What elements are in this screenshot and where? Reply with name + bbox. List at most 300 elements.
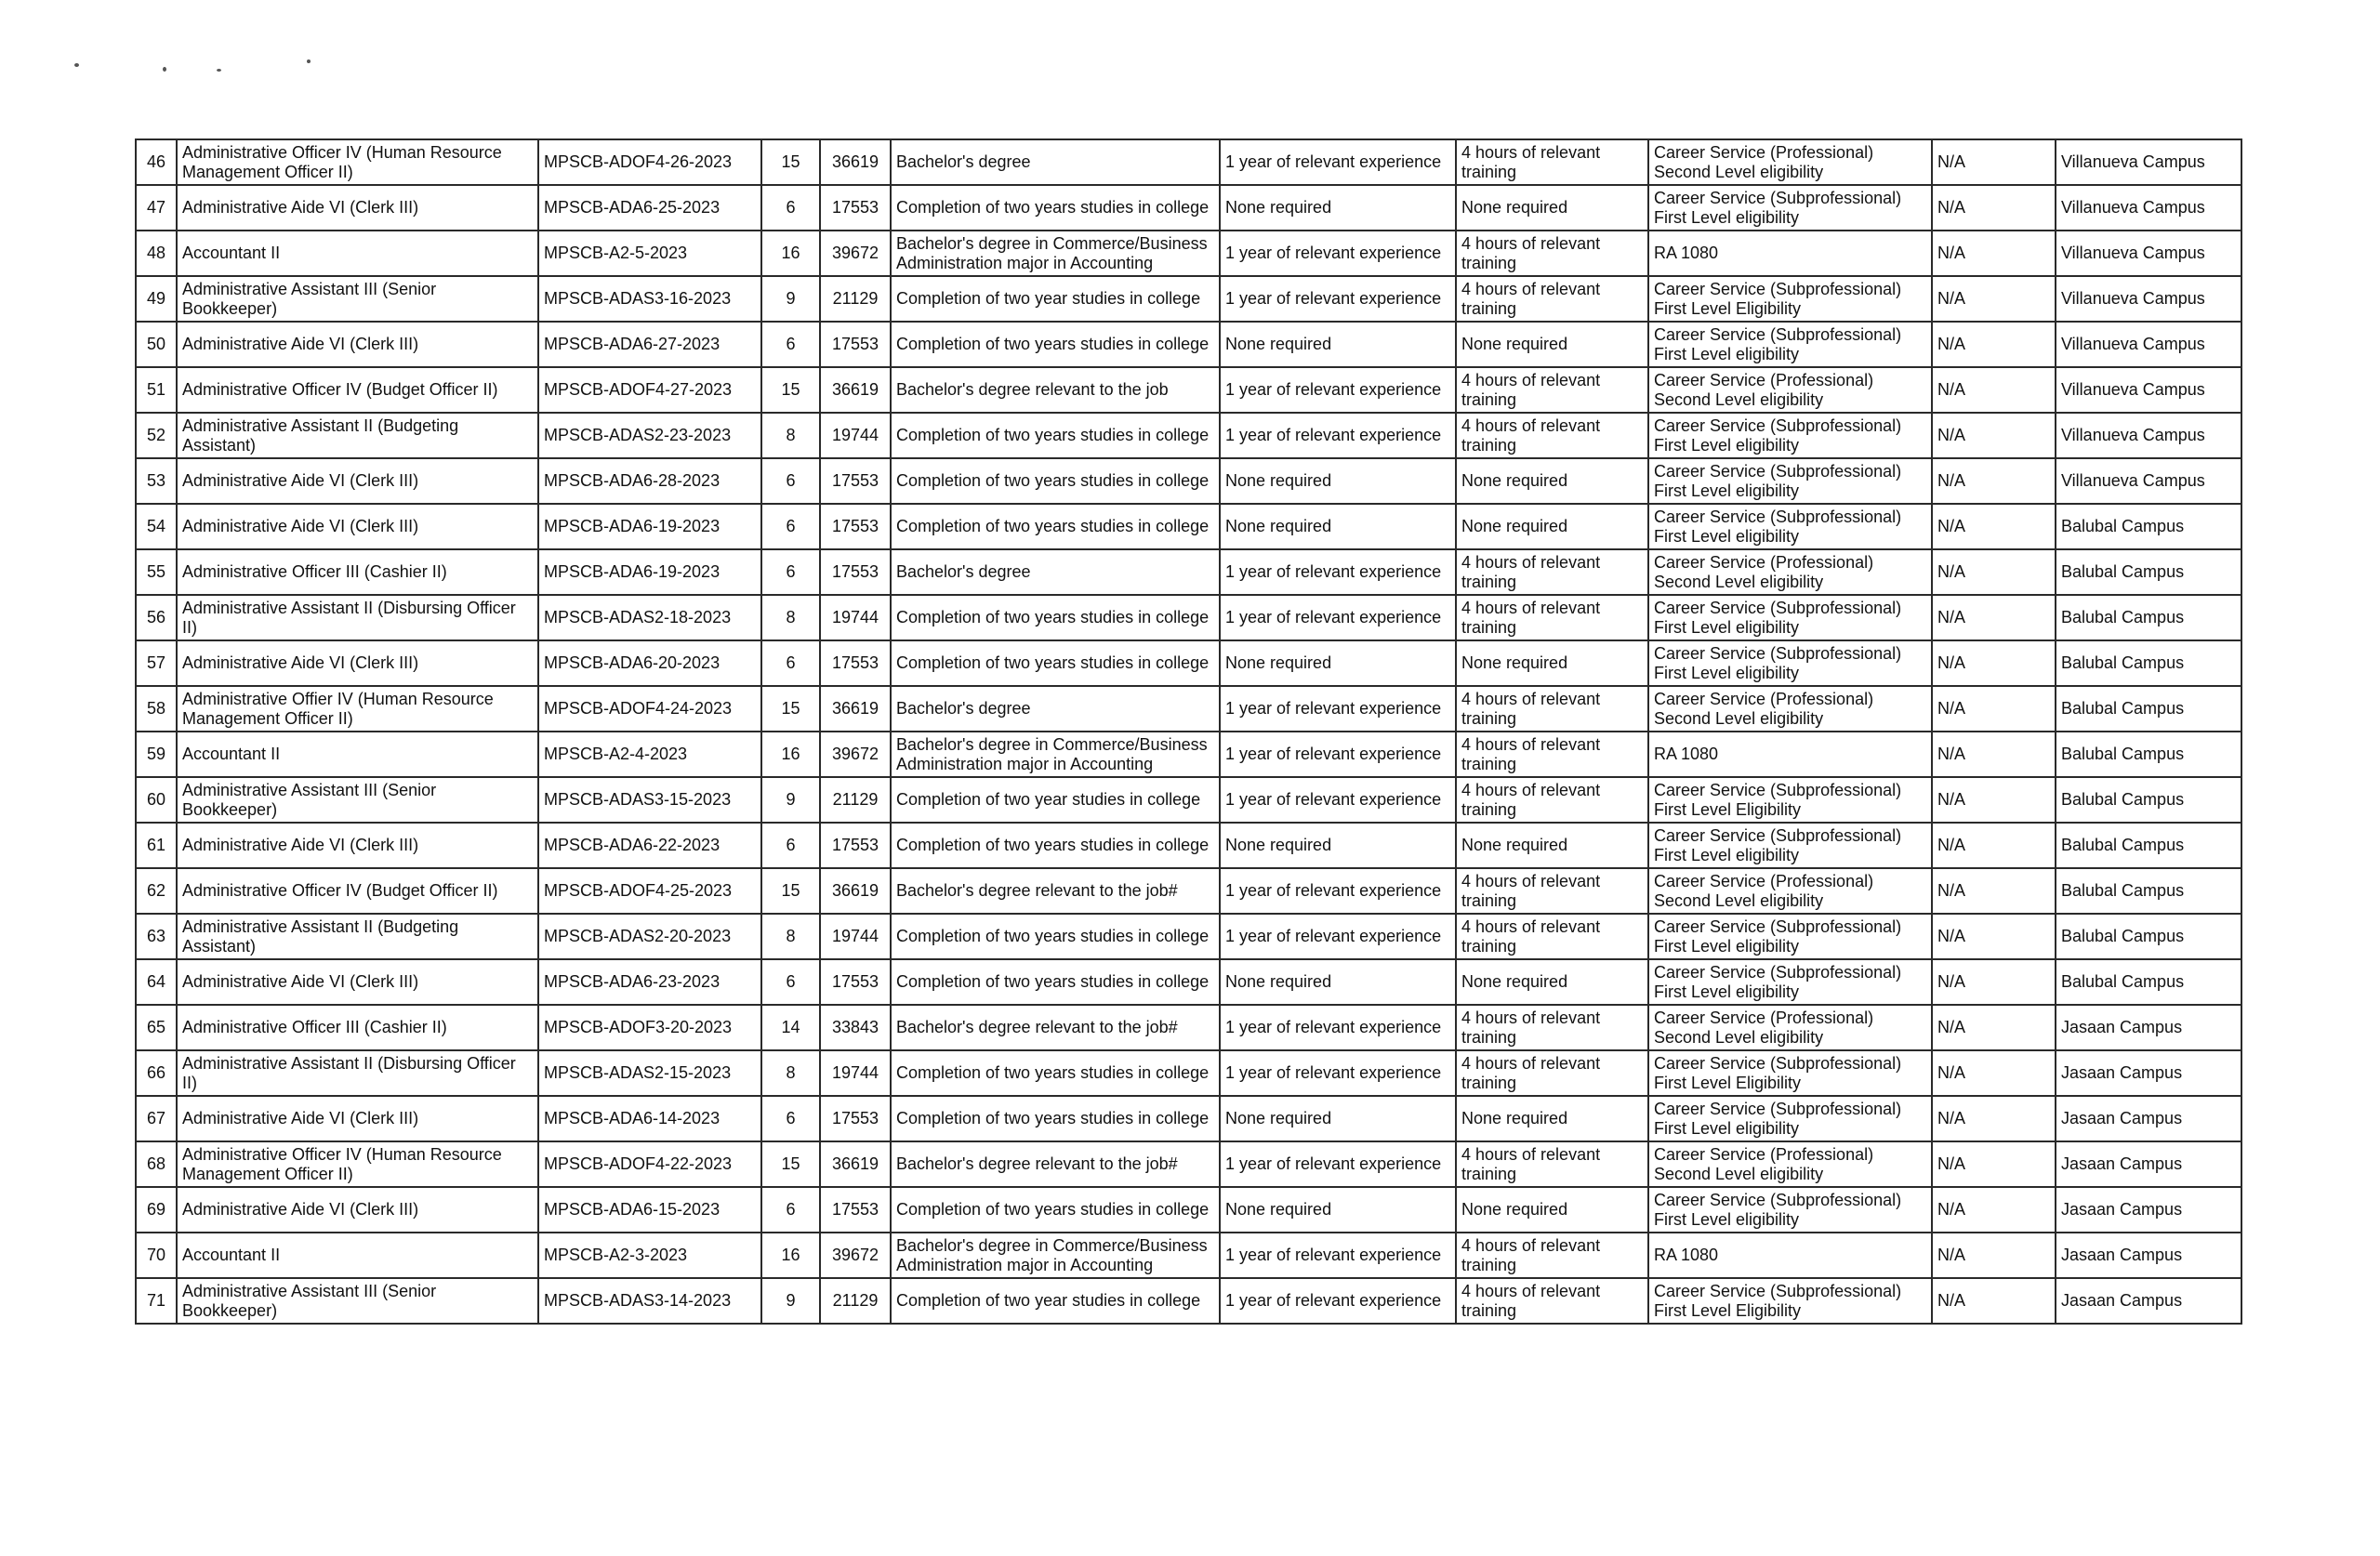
training-cell: 4 hours of relevant training bbox=[1456, 914, 1648, 959]
salary-grade-cell: 14 bbox=[761, 1005, 820, 1050]
education-cell: Completion of two year studies in college bbox=[891, 777, 1220, 823]
plantilla-item-cell: MPSCB-ADAS2-20-2023 bbox=[538, 914, 761, 959]
education-cell: Completion of two years studies in college bbox=[891, 1096, 1220, 1141]
place-of-assignment-cell: Jasaan Campus bbox=[2056, 1187, 2241, 1233]
competency-cell: N/A bbox=[1932, 823, 2056, 868]
row-number: 56 bbox=[136, 595, 177, 640]
row-number: 68 bbox=[136, 1141, 177, 1187]
row-number: 66 bbox=[136, 1050, 177, 1096]
education-cell: Completion of two years studies in college bbox=[891, 1187, 1220, 1233]
competency-cell: N/A bbox=[1932, 1233, 2056, 1278]
eligibility-cell: Career Service (Subprofessional) First Level eligibility bbox=[1648, 322, 1932, 367]
training-cell: None required bbox=[1456, 823, 1648, 868]
training-cell: 4 hours of relevant training bbox=[1456, 595, 1648, 640]
place-of-assignment-cell: Balubal Campus bbox=[2056, 504, 2241, 549]
plantilla-item-cell: MPSCB-ADA6-27-2023 bbox=[538, 322, 761, 367]
position-title-cell: Administrative Aide VI (Clerk III) bbox=[177, 1096, 538, 1141]
training-cell: 4 hours of relevant training bbox=[1456, 686, 1648, 732]
eligibility-cell: Career Service (Subprofessional) First Level Eligibility bbox=[1648, 1278, 1932, 1324]
monthly-salary-cell: 17553 bbox=[820, 640, 891, 686]
eligibility-cell: Career Service (Subprofessional) First Level eligibility bbox=[1648, 914, 1932, 959]
table-row bbox=[136, 1005, 2241, 1050]
experience-cell: None required bbox=[1220, 959, 1456, 1005]
eligibility-cell: Career Service (Subprofessional) First Level eligibility bbox=[1648, 1096, 1932, 1141]
plantilla-item-cell: MPSCB-ADA6-20-2023 bbox=[538, 640, 761, 686]
place-of-assignment-cell: Balubal Campus bbox=[2056, 823, 2241, 868]
experience-cell: None required bbox=[1220, 640, 1456, 686]
place-of-assignment-cell: Villanueva Campus bbox=[2056, 367, 2241, 413]
salary-grade-cell: 15 bbox=[761, 1141, 820, 1187]
position-title-cell: Accountant II bbox=[177, 1233, 538, 1278]
education-cell: Completion of two year studies in college bbox=[891, 1278, 1220, 1324]
training-cell: 4 hours of relevant training bbox=[1456, 139, 1648, 185]
position-title-cell: Administrative Aide VI (Clerk III) bbox=[177, 640, 538, 686]
table-row bbox=[136, 185, 2241, 231]
monthly-salary-cell: 17553 bbox=[820, 185, 891, 231]
training-cell: 4 hours of relevant training bbox=[1456, 777, 1648, 823]
monthly-salary-cell: 21129 bbox=[820, 777, 891, 823]
experience-cell: None required bbox=[1220, 504, 1456, 549]
place-of-assignment-cell: Jasaan Campus bbox=[2056, 1141, 2241, 1187]
experience-cell: 1 year of relevant experience bbox=[1220, 367, 1456, 413]
monthly-salary-cell: 21129 bbox=[820, 1278, 891, 1324]
plantilla-item-cell: MPSCB-ADA6-25-2023 bbox=[538, 185, 761, 231]
experience-cell: None required bbox=[1220, 185, 1456, 231]
scan-speck bbox=[217, 69, 221, 72]
experience-cell: None required bbox=[1220, 322, 1456, 367]
competency-cell: N/A bbox=[1932, 413, 2056, 458]
row-number: 54 bbox=[136, 504, 177, 549]
eligibility-cell: Career Service (Subprofessional) First Level eligibility bbox=[1648, 458, 1932, 504]
eligibility-cell: Career Service (Professional) Second Level eligibility bbox=[1648, 868, 1932, 914]
competency-cell: N/A bbox=[1932, 1187, 2056, 1233]
eligibility-cell: Career Service (Subprofessional) First Level Eligibility bbox=[1648, 1050, 1932, 1096]
education-cell: Bachelor's degree relevant to the job# bbox=[891, 1141, 1220, 1187]
place-of-assignment-cell: Jasaan Campus bbox=[2056, 1278, 2241, 1324]
plantilla-item-cell: MPSCB-ADAS2-15-2023 bbox=[538, 1050, 761, 1096]
place-of-assignment-cell: Balubal Campus bbox=[2056, 732, 2241, 777]
competency-cell: N/A bbox=[1932, 959, 2056, 1005]
experience-cell: 1 year of relevant experience bbox=[1220, 413, 1456, 458]
row-number: 46 bbox=[136, 139, 177, 185]
position-title-cell: Administrative Aide VI (Clerk III) bbox=[177, 959, 538, 1005]
table-row bbox=[136, 640, 2241, 686]
eligibility-cell: Career Service (Professional) Second Level eligibility bbox=[1648, 367, 1932, 413]
table-row bbox=[136, 413, 2241, 458]
competency-cell: N/A bbox=[1932, 640, 2056, 686]
salary-grade-cell: 15 bbox=[761, 686, 820, 732]
eligibility-cell: Career Service (Subprofessional) First Level eligibility bbox=[1648, 595, 1932, 640]
table-row bbox=[136, 1187, 2241, 1233]
training-cell: None required bbox=[1456, 504, 1648, 549]
competency-cell: N/A bbox=[1932, 777, 2056, 823]
training-cell: 4 hours of relevant training bbox=[1456, 1233, 1648, 1278]
experience-cell: 1 year of relevant experience bbox=[1220, 1005, 1456, 1050]
place-of-assignment-cell: Balubal Campus bbox=[2056, 549, 2241, 595]
monthly-salary-cell: 17553 bbox=[820, 504, 891, 549]
plantilla-item-cell: MPSCB-ADAS3-16-2023 bbox=[538, 276, 761, 322]
education-cell: Completion of two years studies in college bbox=[891, 914, 1220, 959]
plantilla-item-cell: MPSCB-ADOF4-24-2023 bbox=[538, 686, 761, 732]
position-title-cell: Administrative Assistant II (Budgeting Assistant) bbox=[177, 914, 538, 959]
table-row bbox=[136, 1096, 2241, 1141]
monthly-salary-cell: 17553 bbox=[820, 549, 891, 595]
row-number: 57 bbox=[136, 640, 177, 686]
scan-speck bbox=[307, 59, 311, 63]
training-cell: None required bbox=[1456, 185, 1648, 231]
education-cell: Bachelor's degree in Commerce/Business Administration major in Accounting bbox=[891, 1233, 1220, 1278]
training-cell: None required bbox=[1456, 1096, 1648, 1141]
position-title-cell: Administrative Aide VI (Clerk III) bbox=[177, 823, 538, 868]
competency-cell: N/A bbox=[1932, 231, 2056, 276]
competency-cell: N/A bbox=[1932, 504, 2056, 549]
salary-grade-cell: 16 bbox=[761, 1233, 820, 1278]
salary-grade-cell: 8 bbox=[761, 595, 820, 640]
table-row bbox=[136, 732, 2241, 777]
education-cell: Bachelor's degree relevant to the job# bbox=[891, 1005, 1220, 1050]
table-row bbox=[136, 823, 2241, 868]
competency-cell: N/A bbox=[1932, 686, 2056, 732]
eligibility-cell: Career Service (Professional) Second Level eligibility bbox=[1648, 1005, 1932, 1050]
plantilla-item-cell: MPSCB-ADAS3-14-2023 bbox=[538, 1278, 761, 1324]
row-number: 59 bbox=[136, 732, 177, 777]
salary-grade-cell: 6 bbox=[761, 185, 820, 231]
education-cell: Completion of two years studies in college bbox=[891, 959, 1220, 1005]
table-row bbox=[136, 777, 2241, 823]
education-cell: Bachelor's degree in Commerce/Business Administration major in Accounting bbox=[891, 732, 1220, 777]
row-number: 58 bbox=[136, 686, 177, 732]
table-row bbox=[136, 367, 2241, 413]
table-body bbox=[136, 139, 2241, 1324]
experience-cell: 1 year of relevant experience bbox=[1220, 1050, 1456, 1096]
eligibility-cell: RA 1080 bbox=[1648, 1233, 1932, 1278]
table-row bbox=[136, 595, 2241, 640]
salary-grade-cell: 9 bbox=[761, 777, 820, 823]
experience-cell: 1 year of relevant experience bbox=[1220, 276, 1456, 322]
plantilla-item-cell: MPSCB-ADOF4-26-2023 bbox=[538, 139, 761, 185]
place-of-assignment-cell: Balubal Campus bbox=[2056, 777, 2241, 823]
competency-cell: N/A bbox=[1932, 549, 2056, 595]
monthly-salary-cell: 19744 bbox=[820, 413, 891, 458]
place-of-assignment-cell: Villanueva Campus bbox=[2056, 322, 2241, 367]
competency-cell: N/A bbox=[1932, 914, 2056, 959]
experience-cell: 1 year of relevant experience bbox=[1220, 1278, 1456, 1324]
education-cell: Completion of two years studies in college bbox=[891, 458, 1220, 504]
eligibility-cell: Career Service (Subprofessional) First Level eligibility bbox=[1648, 413, 1932, 458]
row-number: 70 bbox=[136, 1233, 177, 1278]
monthly-salary-cell: 17553 bbox=[820, 1096, 891, 1141]
position-title-cell: Administrative Aide VI (Clerk III) bbox=[177, 322, 538, 367]
salary-grade-cell: 9 bbox=[761, 276, 820, 322]
table-row bbox=[136, 322, 2241, 367]
education-cell: Bachelor's degree bbox=[891, 139, 1220, 185]
row-number: 47 bbox=[136, 185, 177, 231]
training-cell: None required bbox=[1456, 322, 1648, 367]
position-title-cell: Administrative Assistant III (Senior Bookkeeper) bbox=[177, 1278, 538, 1324]
monthly-salary-cell: 39672 bbox=[820, 1233, 891, 1278]
position-title-cell: Administrative Assistant III (Senior Bookkeeper) bbox=[177, 276, 538, 322]
scan-speck bbox=[163, 67, 166, 72]
training-cell: None required bbox=[1456, 640, 1648, 686]
experience-cell: 1 year of relevant experience bbox=[1220, 595, 1456, 640]
monthly-salary-cell: 36619 bbox=[820, 686, 891, 732]
eligibility-cell: Career Service (Subprofessional) First Level Eligibility bbox=[1648, 276, 1932, 322]
eligibility-cell: Career Service (Subprofessional) First Level eligibility bbox=[1648, 640, 1932, 686]
row-number: 67 bbox=[136, 1096, 177, 1141]
table-row bbox=[136, 549, 2241, 595]
place-of-assignment-cell: Balubal Campus bbox=[2056, 914, 2241, 959]
training-cell: 4 hours of relevant training bbox=[1456, 367, 1648, 413]
row-number: 71 bbox=[136, 1278, 177, 1324]
row-number: 69 bbox=[136, 1187, 177, 1233]
monthly-salary-cell: 36619 bbox=[820, 139, 891, 185]
salary-grade-cell: 8 bbox=[761, 914, 820, 959]
monthly-salary-cell: 21129 bbox=[820, 276, 891, 322]
training-cell: 4 hours of relevant training bbox=[1456, 732, 1648, 777]
position-title-cell: Administrative Assistant II (Disbursing Officer II) bbox=[177, 595, 538, 640]
training-cell: 4 hours of relevant training bbox=[1456, 1005, 1648, 1050]
experience-cell: 1 year of relevant experience bbox=[1220, 686, 1456, 732]
row-number: 51 bbox=[136, 367, 177, 413]
table-row bbox=[136, 1050, 2241, 1096]
position-title-cell: Administrative Officer IV (Human Resource Management Officer II) bbox=[177, 139, 538, 185]
row-number: 60 bbox=[136, 777, 177, 823]
competency-cell: N/A bbox=[1932, 868, 2056, 914]
experience-cell: 1 year of relevant experience bbox=[1220, 549, 1456, 595]
competency-cell: N/A bbox=[1932, 367, 2056, 413]
place-of-assignment-cell: Jasaan Campus bbox=[2056, 1005, 2241, 1050]
monthly-salary-cell: 36619 bbox=[820, 1141, 891, 1187]
competency-cell: N/A bbox=[1932, 276, 2056, 322]
competency-cell: N/A bbox=[1932, 732, 2056, 777]
monthly-salary-cell: 17553 bbox=[820, 458, 891, 504]
salary-grade-cell: 16 bbox=[761, 231, 820, 276]
place-of-assignment-cell: Balubal Campus bbox=[2056, 959, 2241, 1005]
education-cell: Completion of two years studies in college bbox=[891, 595, 1220, 640]
competency-cell: N/A bbox=[1932, 1050, 2056, 1096]
experience-cell: None required bbox=[1220, 1096, 1456, 1141]
salary-grade-cell: 15 bbox=[761, 367, 820, 413]
competency-cell: N/A bbox=[1932, 185, 2056, 231]
position-title-cell: Administrative Officer III (Cashier II) bbox=[177, 549, 538, 595]
eligibility-cell: Career Service (Subprofessional) First Level eligibility bbox=[1648, 959, 1932, 1005]
monthly-salary-cell: 36619 bbox=[820, 367, 891, 413]
experience-cell: 1 year of relevant experience bbox=[1220, 868, 1456, 914]
place-of-assignment-cell: Villanueva Campus bbox=[2056, 231, 2241, 276]
eligibility-cell: Career Service (Subprofessional) First Level eligibility bbox=[1648, 185, 1932, 231]
plantilla-item-cell: MPSCB-ADA6-23-2023 bbox=[538, 959, 761, 1005]
eligibility-cell: Career Service (Professional) Second Level eligibility bbox=[1648, 549, 1932, 595]
salary-grade-cell: 6 bbox=[761, 504, 820, 549]
salary-grade-cell: 6 bbox=[761, 322, 820, 367]
plantilla-item-cell: MPSCB-ADOF4-25-2023 bbox=[538, 868, 761, 914]
eligibility-cell: RA 1080 bbox=[1648, 231, 1932, 276]
eligibility-cell: Career Service (Subprofessional) First Level eligibility bbox=[1648, 1187, 1932, 1233]
training-cell: 4 hours of relevant training bbox=[1456, 1278, 1648, 1324]
table-row bbox=[136, 276, 2241, 322]
education-cell: Bachelor's degree in Commerce/Business Administration major in Accounting bbox=[891, 231, 1220, 276]
table-row bbox=[136, 231, 2241, 276]
training-cell: 4 hours of relevant training bbox=[1456, 276, 1648, 322]
training-cell: None required bbox=[1456, 959, 1648, 1005]
plantilla-item-cell: MPSCB-ADAS2-23-2023 bbox=[538, 413, 761, 458]
experience-cell: 1 year of relevant experience bbox=[1220, 1141, 1456, 1187]
plantilla-item-cell: MPSCB-ADOF4-27-2023 bbox=[538, 367, 761, 413]
position-title-cell: Administrative Officer IV (Budget Officer II) bbox=[177, 367, 538, 413]
monthly-salary-cell: 19744 bbox=[820, 595, 891, 640]
plantilla-item-cell: MPSCB-A2-4-2023 bbox=[538, 732, 761, 777]
row-number: 61 bbox=[136, 823, 177, 868]
position-title-cell: Administrative Assistant II (Budgeting Assistant) bbox=[177, 413, 538, 458]
place-of-assignment-cell: Balubal Campus bbox=[2056, 686, 2241, 732]
table-row bbox=[136, 1141, 2241, 1187]
competency-cell: N/A bbox=[1932, 1005, 2056, 1050]
table-row bbox=[136, 458, 2241, 504]
salary-grade-cell: 16 bbox=[761, 732, 820, 777]
experience-cell: 1 year of relevant experience bbox=[1220, 231, 1456, 276]
row-number: 55 bbox=[136, 549, 177, 595]
plantilla-item-cell: MPSCB-ADAS2-18-2023 bbox=[538, 595, 761, 640]
position-title-cell: Administrative Aide VI (Clerk III) bbox=[177, 185, 538, 231]
plantilla-item-cell: MPSCB-ADA6-19-2023 bbox=[538, 549, 761, 595]
salary-grade-cell: 8 bbox=[761, 1050, 820, 1096]
eligibility-cell: RA 1080 bbox=[1648, 732, 1932, 777]
plantilla-item-cell: MPSCB-ADOF3-20-2023 bbox=[538, 1005, 761, 1050]
plantilla-item-cell: MPSCB-A2-3-2023 bbox=[538, 1233, 761, 1278]
table-row bbox=[136, 959, 2241, 1005]
salary-grade-cell: 9 bbox=[761, 1278, 820, 1324]
education-cell: Bachelor's degree relevant to the job bbox=[891, 367, 1220, 413]
education-cell: Completion of two years studies in college bbox=[891, 640, 1220, 686]
eligibility-cell: Career Service (Subprofessional) First Level eligibility bbox=[1648, 823, 1932, 868]
education-cell: Completion of two years studies in college bbox=[891, 413, 1220, 458]
monthly-salary-cell: 33843 bbox=[820, 1005, 891, 1050]
competency-cell: N/A bbox=[1932, 595, 2056, 640]
place-of-assignment-cell: Balubal Campus bbox=[2056, 640, 2241, 686]
row-number: 52 bbox=[136, 413, 177, 458]
place-of-assignment-cell: Villanueva Campus bbox=[2056, 139, 2241, 185]
row-number: 48 bbox=[136, 231, 177, 276]
plantilla-item-cell: MPSCB-ADA6-28-2023 bbox=[538, 458, 761, 504]
monthly-salary-cell: 17553 bbox=[820, 1187, 891, 1233]
position-title-cell: Administrative Assistant III (Senior Bookkeeper) bbox=[177, 777, 538, 823]
experience-cell: None required bbox=[1220, 823, 1456, 868]
education-cell: Completion of two years studies in college bbox=[891, 1050, 1220, 1096]
place-of-assignment-cell: Balubal Campus bbox=[2056, 595, 2241, 640]
place-of-assignment-cell: Jasaan Campus bbox=[2056, 1233, 2241, 1278]
salary-grade-cell: 6 bbox=[761, 458, 820, 504]
eligibility-cell: Career Service (Subprofessional) First Level Eligibility bbox=[1648, 777, 1932, 823]
competency-cell: N/A bbox=[1932, 1096, 2056, 1141]
education-cell: Completion of two years studies in college bbox=[891, 185, 1220, 231]
salary-grade-cell: 6 bbox=[761, 549, 820, 595]
scan-speck bbox=[74, 63, 79, 67]
position-title-cell: Administrative Officer IV (Budget Officer II) bbox=[177, 868, 538, 914]
position-title-cell: Administrative Aide VI (Clerk III) bbox=[177, 504, 538, 549]
position-title-cell: Administrative Officer IV (Human Resource Management Officer II) bbox=[177, 1141, 538, 1187]
plantilla-item-cell: MPSCB-ADAS3-15-2023 bbox=[538, 777, 761, 823]
row-number: 63 bbox=[136, 914, 177, 959]
monthly-salary-cell: 39672 bbox=[820, 732, 891, 777]
table-row bbox=[136, 686, 2241, 732]
competency-cell: N/A bbox=[1932, 1278, 2056, 1324]
row-number: 53 bbox=[136, 458, 177, 504]
salary-grade-cell: 6 bbox=[761, 1096, 820, 1141]
monthly-salary-cell: 17553 bbox=[820, 322, 891, 367]
plantilla-item-cell: MPSCB-ADA6-19-2023 bbox=[538, 504, 761, 549]
salary-grade-cell: 6 bbox=[761, 823, 820, 868]
table-row bbox=[136, 1233, 2241, 1278]
place-of-assignment-cell: Villanueva Campus bbox=[2056, 185, 2241, 231]
position-title-cell: Administrative Officer III (Cashier II) bbox=[177, 1005, 538, 1050]
place-of-assignment-cell: Jasaan Campus bbox=[2056, 1096, 2241, 1141]
training-cell: 4 hours of relevant training bbox=[1456, 1050, 1648, 1096]
salary-grade-cell: 8 bbox=[761, 413, 820, 458]
experience-cell: 1 year of relevant experience bbox=[1220, 914, 1456, 959]
vacancy-table bbox=[135, 138, 2242, 1325]
position-title-cell: Administrative Offier IV (Human Resource Management Officer II) bbox=[177, 686, 538, 732]
education-cell: Completion of two year studies in college bbox=[891, 276, 1220, 322]
eligibility-cell: Career Service (Professional) Second Level eligibility bbox=[1648, 139, 1932, 185]
plantilla-item-cell: MPSCB-ADA6-22-2023 bbox=[538, 823, 761, 868]
table-row bbox=[136, 504, 2241, 549]
experience-cell: 1 year of relevant experience bbox=[1220, 777, 1456, 823]
plantilla-item-cell: MPSCB-ADOF4-22-2023 bbox=[538, 1141, 761, 1187]
eligibility-cell: Career Service (Subprofessional) First Level eligibility bbox=[1648, 504, 1932, 549]
education-cell: Completion of two years studies in college bbox=[891, 504, 1220, 549]
monthly-salary-cell: 19744 bbox=[820, 1050, 891, 1096]
education-cell: Bachelor's degree bbox=[891, 549, 1220, 595]
table-row bbox=[136, 868, 2241, 914]
salary-grade-cell: 6 bbox=[761, 1187, 820, 1233]
table-row bbox=[136, 914, 2241, 959]
position-title-cell: Administrative Assistant II (Disbursing Officer II) bbox=[177, 1050, 538, 1096]
position-title-cell: Administrative Aide VI (Clerk III) bbox=[177, 1187, 538, 1233]
education-cell: Bachelor's degree relevant to the job# bbox=[891, 868, 1220, 914]
monthly-salary-cell: 36619 bbox=[820, 868, 891, 914]
experience-cell: 1 year of relevant experience bbox=[1220, 732, 1456, 777]
training-cell: 4 hours of relevant training bbox=[1456, 231, 1648, 276]
education-cell: Completion of two years studies in college bbox=[891, 823, 1220, 868]
salary-grade-cell: 6 bbox=[761, 959, 820, 1005]
monthly-salary-cell: 17553 bbox=[820, 823, 891, 868]
monthly-salary-cell: 39672 bbox=[820, 231, 891, 276]
place-of-assignment-cell: Villanueva Campus bbox=[2056, 276, 2241, 322]
table-row bbox=[136, 139, 2241, 185]
education-cell: Bachelor's degree bbox=[891, 686, 1220, 732]
plantilla-item-cell: MPSCB-ADA6-15-2023 bbox=[538, 1187, 761, 1233]
position-title-cell: Administrative Aide VI (Clerk III) bbox=[177, 458, 538, 504]
row-number: 50 bbox=[136, 322, 177, 367]
plantilla-item-cell: MPSCB-A2-5-2023 bbox=[538, 231, 761, 276]
training-cell: None required bbox=[1456, 458, 1648, 504]
place-of-assignment-cell: Jasaan Campus bbox=[2056, 1050, 2241, 1096]
monthly-salary-cell: 17553 bbox=[820, 959, 891, 1005]
row-number: 49 bbox=[136, 276, 177, 322]
competency-cell: N/A bbox=[1932, 322, 2056, 367]
salary-grade-cell: 6 bbox=[761, 640, 820, 686]
salary-grade-cell: 15 bbox=[761, 139, 820, 185]
monthly-salary-cell: 19744 bbox=[820, 914, 891, 959]
training-cell: 4 hours of relevant training bbox=[1456, 1141, 1648, 1187]
experience-cell: 1 year of relevant experience bbox=[1220, 139, 1456, 185]
plantilla-item-cell: MPSCB-ADA6-14-2023 bbox=[538, 1096, 761, 1141]
experience-cell: None required bbox=[1220, 458, 1456, 504]
training-cell: 4 hours of relevant training bbox=[1456, 868, 1648, 914]
salary-grade-cell: 15 bbox=[761, 868, 820, 914]
training-cell: 4 hours of relevant training bbox=[1456, 413, 1648, 458]
row-number: 65 bbox=[136, 1005, 177, 1050]
